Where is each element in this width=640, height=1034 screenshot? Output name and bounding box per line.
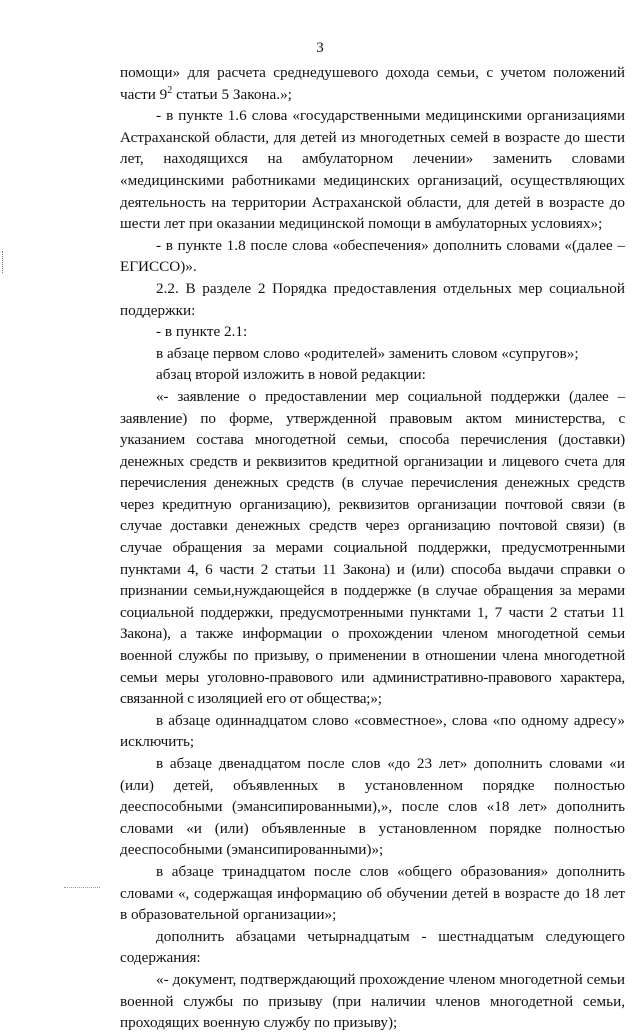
- paragraph-13: «- документ, подтверждающий прохождение членом многодетной семьи военной службы по призыву (при наличии членов многодетной семьи, проходящих военную службу по призыву);: [120, 970, 625, 1032]
- paragraph-5: - в пункте 2.1:: [156, 323, 248, 341]
- document-body: [120, 62, 625, 1034]
- paragraph-1-tail: статьи 5 Закона.»;: [172, 85, 292, 103]
- paragraph-9: в абзаце одиннадцатом слово «совместное», слова «по одному адресу» исключить;: [120, 711, 625, 751]
- scan-artifact-left: [2, 251, 5, 273]
- paragraph-2: - в пункте 1.6 слова «государственными медицинскими организациями Астраханской области, для детей из многодетных семей в возрасте до шести лет, находящихся на амбулаторном лечении» заменить словами «медицинскими работниками медицинских организаций, осуществляющих деятельность на территории Астраханской области, для детей в возрасте до шести лет при оказании медицинской помощи в амбулаторных условиях»;: [120, 107, 625, 233]
- paragraph-3: - в пункте 1.8 после слова «обеспечения» дополнить словами «(далее – ЕГИССО)».: [120, 236, 625, 276]
- paragraph-10: в абзаце двенадцатом после слов «до 23 лет» дополнить словами «и (или) детей, объявленных в установленном порядке полностью дееспособными (эмансипированными),», после слов «18 лет» дополнить словами «и (или) объявленные в установленном порядке полностью дееспособными (эмансипированными)»;: [120, 755, 625, 859]
- paragraph-1-text: помощи» для расчета среднедушевого дохода семьи, с учетом положений части 9: [120, 64, 625, 103]
- paragraph-8: «- заявление о предоставлении мер социальной поддержки (далее – заявление) по форме, утвержденной правовым актом министерства, с указанием состава многодетной семьи, способа перечисления (доставки) денежных средств и реквизитов кредитной организации и лицевого счета для перечисления денежных средств (в случае перечисления денежных средств через кредитную организацию), реквизитов организации почтовой связи (в случае доставки денежных средств через организацию почтовой связи) (в случае обращения за мерами социальной поддержки, предусмотренными пунктами 4, 6 части 2 статьи 11 Закона) и (или) способа выдачи справки о признании семьи,нуждающейся в поддержке (в случае обращения за мерами социальной поддержки, предусмотренными пунктами 1, 7 части 2 статьи 11 Закона), а также информации о прохождении членом многодетной семьи военной службы по призыву, о применении в отношении члена многодетной семьи меры уголовно-правового или административно-правового характера, связанной с изоляцией его от общества;»;: [120, 387, 625, 708]
- paragraph-6: в абзаце первом слово «родителей» заменить словом «супругов»;: [156, 344, 579, 362]
- paragraph-7: абзац второй изложить в новой редакции:: [156, 366, 426, 384]
- page-number: 3: [316, 40, 324, 56]
- paragraph-1-superscript: 2: [167, 84, 173, 96]
- paragraph-1: [120, 62, 625, 105]
- paragraph-12: дополнить абзацами четырнадцатым - шестнадцатым следующего содержания:: [120, 927, 625, 967]
- scan-artifact-bottom: [64, 884, 100, 888]
- paragraph-4: 2.2. В разделе 2 Порядка предоставления отдельных мер социальной поддержки:: [120, 279, 625, 319]
- paragraph-11: в абзаце тринадцатом после слов «общего образования» дополнить словами «, содержащая информацию об обучении детей в возрасте до 18 лет в образовательной организации»;: [120, 862, 625, 924]
